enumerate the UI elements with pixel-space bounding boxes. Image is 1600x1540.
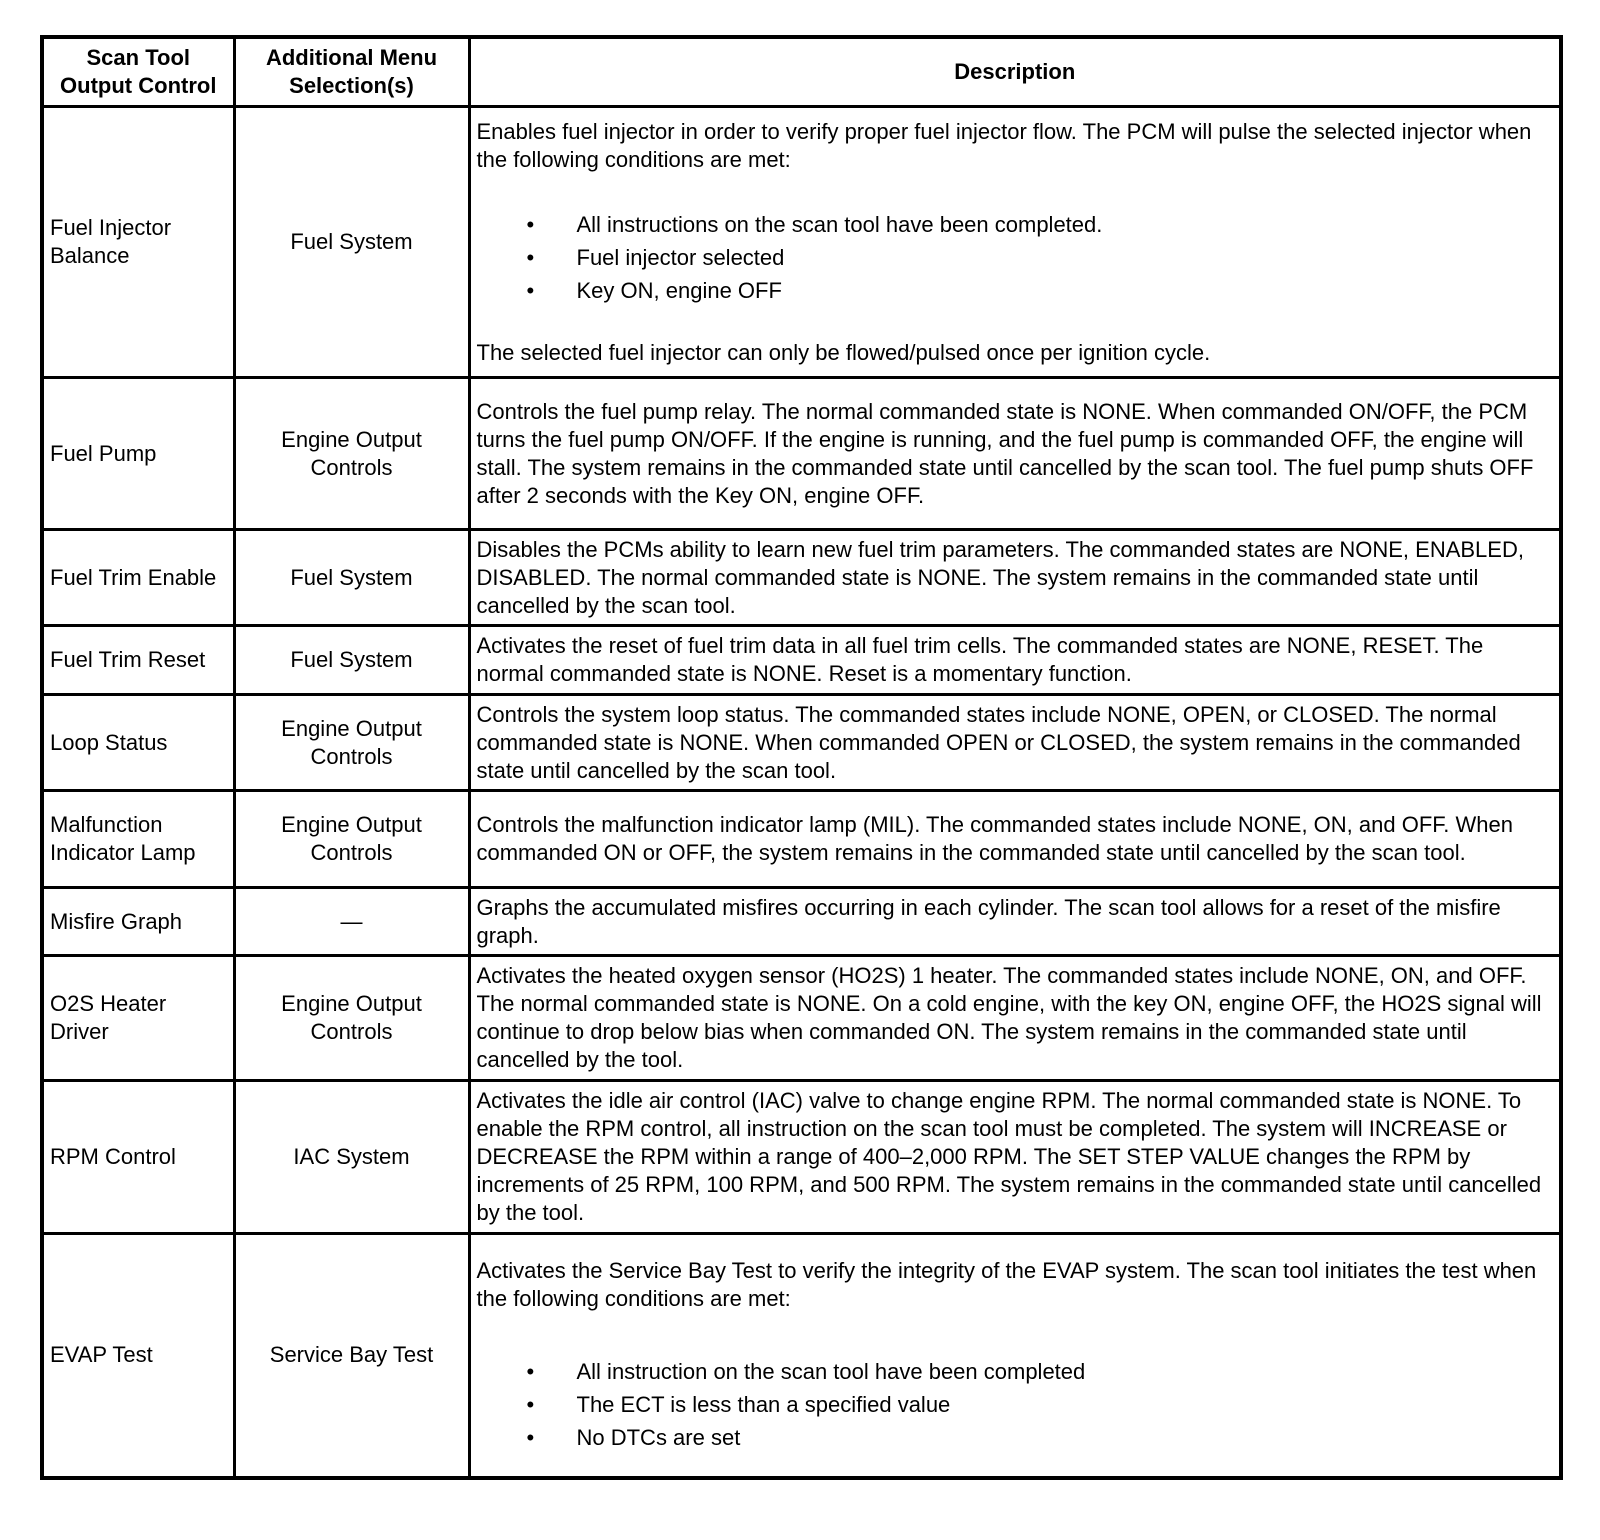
table-row bbox=[42, 626, 1561, 695]
description-outro: The selected fuel injector can only be flowed/pulsed once per ignition cycle. bbox=[476, 339, 1211, 365]
description-cell: Controls the malfunction indicator lamp (MIL). The commanded states include NONE, ON, and OFF. When commanded ON or OFF, the system remains in the commanded state until cancelled by the scan tool. bbox=[469, 791, 1561, 888]
output-control-cell: Loop Status bbox=[42, 695, 234, 791]
description-cell: Disables the PCMs ability to learn new fuel trim parameters. The commanded states are NONE, ENABLED, DISABLED. The normal commanded state is NONE. The system remains in the commanded state until cancelled by the scan tool. bbox=[469, 530, 1561, 626]
description-cell: Graphs the accumulated misfires occurring in each cylinder. The scan tool allows for a reset of the misfire graph. bbox=[469, 888, 1561, 956]
bullet-icon: • bbox=[526, 1424, 535, 1450]
menu-selection-cell: IAC System bbox=[234, 1081, 469, 1234]
scan-tool-output-controls-table bbox=[40, 35, 1563, 1480]
menu-selection-cell: Fuel System bbox=[234, 626, 469, 695]
list-item: • All instruction on the scan tool have been completed bbox=[477, 1355, 1554, 1388]
table-row bbox=[42, 695, 1561, 791]
table-row bbox=[42, 107, 1561, 378]
list-item: • All instructions on the scan tool have been completed. bbox=[477, 208, 1554, 241]
table-header-row bbox=[42, 37, 1561, 107]
description-cell: Activates the reset of fuel trim data in all fuel trim cells. The commanded states are NONE, RESET. The normal commanded state is NONE. Reset is a momentary function. bbox=[469, 626, 1561, 695]
output-control-cell: Fuel Trim Enable bbox=[42, 530, 234, 626]
menu-selection-cell: Fuel System bbox=[234, 530, 469, 626]
description-cell: Controls the fuel pump relay. The normal commanded state is NONE. When commanded ON/OFF, the PCM turns the fuel pump ON/OFF. If the engine is running, and the fuel pump is commanded OFF, the engine will stall. The system remains in the commanded state until cancelled by the scan tool. The fuel pump shuts OFF after 2 seconds with the Key ON, engine OFF. bbox=[469, 378, 1561, 530]
description-cell: Activates the idle air control (IAC) valve to change engine RPM. The normal commanded state is NONE. To enable the RPM control, all instruction on the scan tool must be completed. The system will INCREASE or DECREASE the RPM within a range of 400–2,000 RPM. The SET STEP VALUE changes the RPM by increments of 25 RPM, 100 RPM, and 500 RPM. The system remains in the commanded state until cancelled by the tool. bbox=[469, 1081, 1561, 1234]
output-control-cell: Malfunction Indicator Lamp bbox=[42, 791, 234, 888]
output-control-cell: Fuel Injector Balance bbox=[42, 107, 234, 378]
table-row bbox=[42, 378, 1561, 530]
header-description: Description bbox=[469, 37, 1561, 107]
table-row bbox=[42, 791, 1561, 888]
menu-selection-cell: Engine Output Controls bbox=[234, 378, 469, 530]
conditions-list bbox=[477, 1355, 1554, 1454]
description-cell bbox=[469, 107, 1561, 378]
output-control-cell: Fuel Trim Reset bbox=[42, 626, 234, 695]
bullet-icon: • bbox=[526, 1391, 535, 1417]
table-row bbox=[42, 530, 1561, 626]
description-intro: Activates the Service Bay Test to verify the integrity of the EVAP system. The scan tool initiates the test when the following conditions are met: bbox=[476, 1257, 1537, 1311]
bullet-icon: • bbox=[526, 277, 535, 303]
description-intro: Enables fuel injector in order to verify proper fuel injector flow. The PCM will pulse the selected injector when the following conditions are met: bbox=[476, 118, 1532, 172]
table-row bbox=[42, 1081, 1561, 1234]
output-control-cell: EVAP Test bbox=[42, 1234, 234, 1478]
conditions-list bbox=[477, 208, 1554, 307]
menu-selection-cell: Engine Output Controls bbox=[234, 956, 469, 1081]
list-item: • Fuel injector selected bbox=[477, 241, 1554, 274]
menu-selection-cell: Engine Output Controls bbox=[234, 791, 469, 888]
header-additional-menu-selections: Additional Menu Selection(s) bbox=[234, 37, 469, 107]
header-scan-tool-output-control: Scan Tool Output Control bbox=[42, 37, 234, 107]
bullet-icon: • bbox=[526, 1358, 535, 1384]
menu-selection-cell: Fuel System bbox=[234, 107, 469, 378]
list-item: • The ECT is less than a specified value bbox=[477, 1388, 1554, 1421]
table-row bbox=[42, 1234, 1561, 1478]
menu-selection-cell: — bbox=[234, 888, 469, 956]
description-cell: Activates the heated oxygen sensor (HO2S) 1 heater. The commanded states include NONE, ON, and OFF. The normal commanded state is NONE. On a cold engine, with the key ON, engine OFF, the HO2S signal will continue to drop below bias when commanded ON. The system remains in the commanded state until cancelled by the tool. bbox=[469, 956, 1561, 1081]
output-control-cell: Fuel Pump bbox=[42, 378, 234, 530]
menu-selection-cell: Engine Output Controls bbox=[234, 695, 469, 791]
list-item: • No DTCs are set bbox=[477, 1421, 1554, 1454]
table-row bbox=[42, 888, 1561, 956]
description-cell bbox=[469, 1234, 1561, 1478]
output-control-cell: O2S Heater Driver bbox=[42, 956, 234, 1081]
description-cell: Controls the system loop status. The commanded states include NONE, OPEN, or CLOSED. The normal commanded state is NONE. When commanded OPEN or CLOSED, the system remains in the commanded state until cancelled by the scan tool. bbox=[469, 695, 1561, 791]
menu-selection-cell: Service Bay Test bbox=[234, 1234, 469, 1478]
output-control-cell: Misfire Graph bbox=[42, 888, 234, 956]
bullet-icon: • bbox=[526, 211, 535, 237]
list-item: • Key ON, engine OFF bbox=[477, 274, 1554, 307]
bullet-icon: • bbox=[526, 244, 535, 270]
table-row bbox=[42, 956, 1561, 1081]
output-control-cell: RPM Control bbox=[42, 1081, 234, 1234]
